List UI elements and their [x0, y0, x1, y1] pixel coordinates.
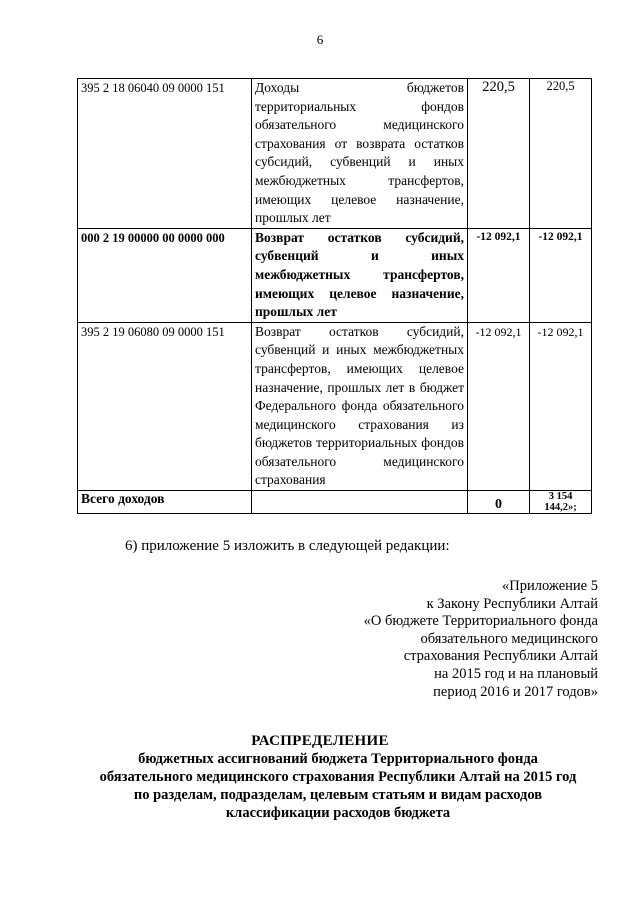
total-row: [78, 491, 592, 514]
row-code: 395 2 18 06040 09 0000 151: [78, 79, 252, 229]
row-value-executed: -12 092,1: [530, 322, 592, 490]
row-value-executed: -12 092,1: [530, 228, 592, 322]
annex-line: «О бюджете Территориального фонда: [363, 613, 598, 630]
amendment-item: 6) приложение 5 изложить в следующей редакции:: [125, 538, 450, 554]
section-title: РАСПРЕДЕЛЕНИЕ: [251, 733, 389, 749]
row-value-2015: -12 092,1: [468, 228, 530, 322]
subtitle-line: бюджетных ассигнований бюджета Территориального фонда: [138, 751, 538, 767]
subtitle-line: классификации расходов бюджета: [225, 805, 451, 821]
annex-line: обязательного медицинского: [420, 630, 598, 647]
row-value-2015: -12 092,1: [468, 322, 530, 490]
row-description: Возврат остатков субсидий, субвенций и иных межбюджетных трансфертов, имеющих целевое назначение, прошлых лет в бюджет Федерального фонда обязательного медицинского страхования из бюджетов территориальных фондов обязательного медицинского страхования: [252, 322, 468, 490]
table-row: [78, 228, 592, 322]
row-code: 000 2 19 00000 00 0000 000: [78, 228, 252, 322]
total-value-executed: 3 154 144,2»;: [530, 491, 592, 514]
total-empty-cell: [252, 491, 468, 514]
row-value-executed: 220,5: [530, 79, 592, 229]
total-value-2015: 0: [468, 491, 530, 514]
subtitle-line: обязательного медицинского страхования Республики Алтай на 2015 год: [99, 769, 577, 785]
annex-line: страхования Республики Алтай: [403, 648, 598, 665]
revenue-table: [77, 78, 592, 514]
annex-line: к Закону Республики Алтай: [426, 595, 598, 612]
annex-line: на 2015 год и на плановый: [434, 665, 598, 682]
annex-reference: [318, 578, 598, 701]
total-label: Всего доходов: [78, 491, 252, 514]
row-value-2015: 220,5: [468, 79, 530, 229]
row-description: Доходы бюджетов территориальных фондов обязательного медицинского страхования от возврата остатков субсидий, субвенций и иных межбюджетных трансфертов, имеющих целевое назначение, прошлых лет: [252, 79, 468, 229]
subtitle-line: по разделам, подразделам, целевым статьям и видам расходов: [133, 787, 543, 803]
row-description: Возврат остатков субсидий, субвенций и иных межбюджетных трансфертов, имеющих целевое назначение, прошлых лет: [252, 228, 468, 322]
row-code: 395 2 19 06080 09 0000 151: [78, 322, 252, 490]
page-number: 6: [316, 32, 324, 47]
table-row: [78, 79, 592, 229]
annex-line: «Приложение 5: [502, 578, 598, 594]
annex-line: период 2016 и 2017 годов»: [433, 683, 598, 700]
table-row: [78, 322, 592, 490]
section-subtitle: [60, 750, 616, 822]
